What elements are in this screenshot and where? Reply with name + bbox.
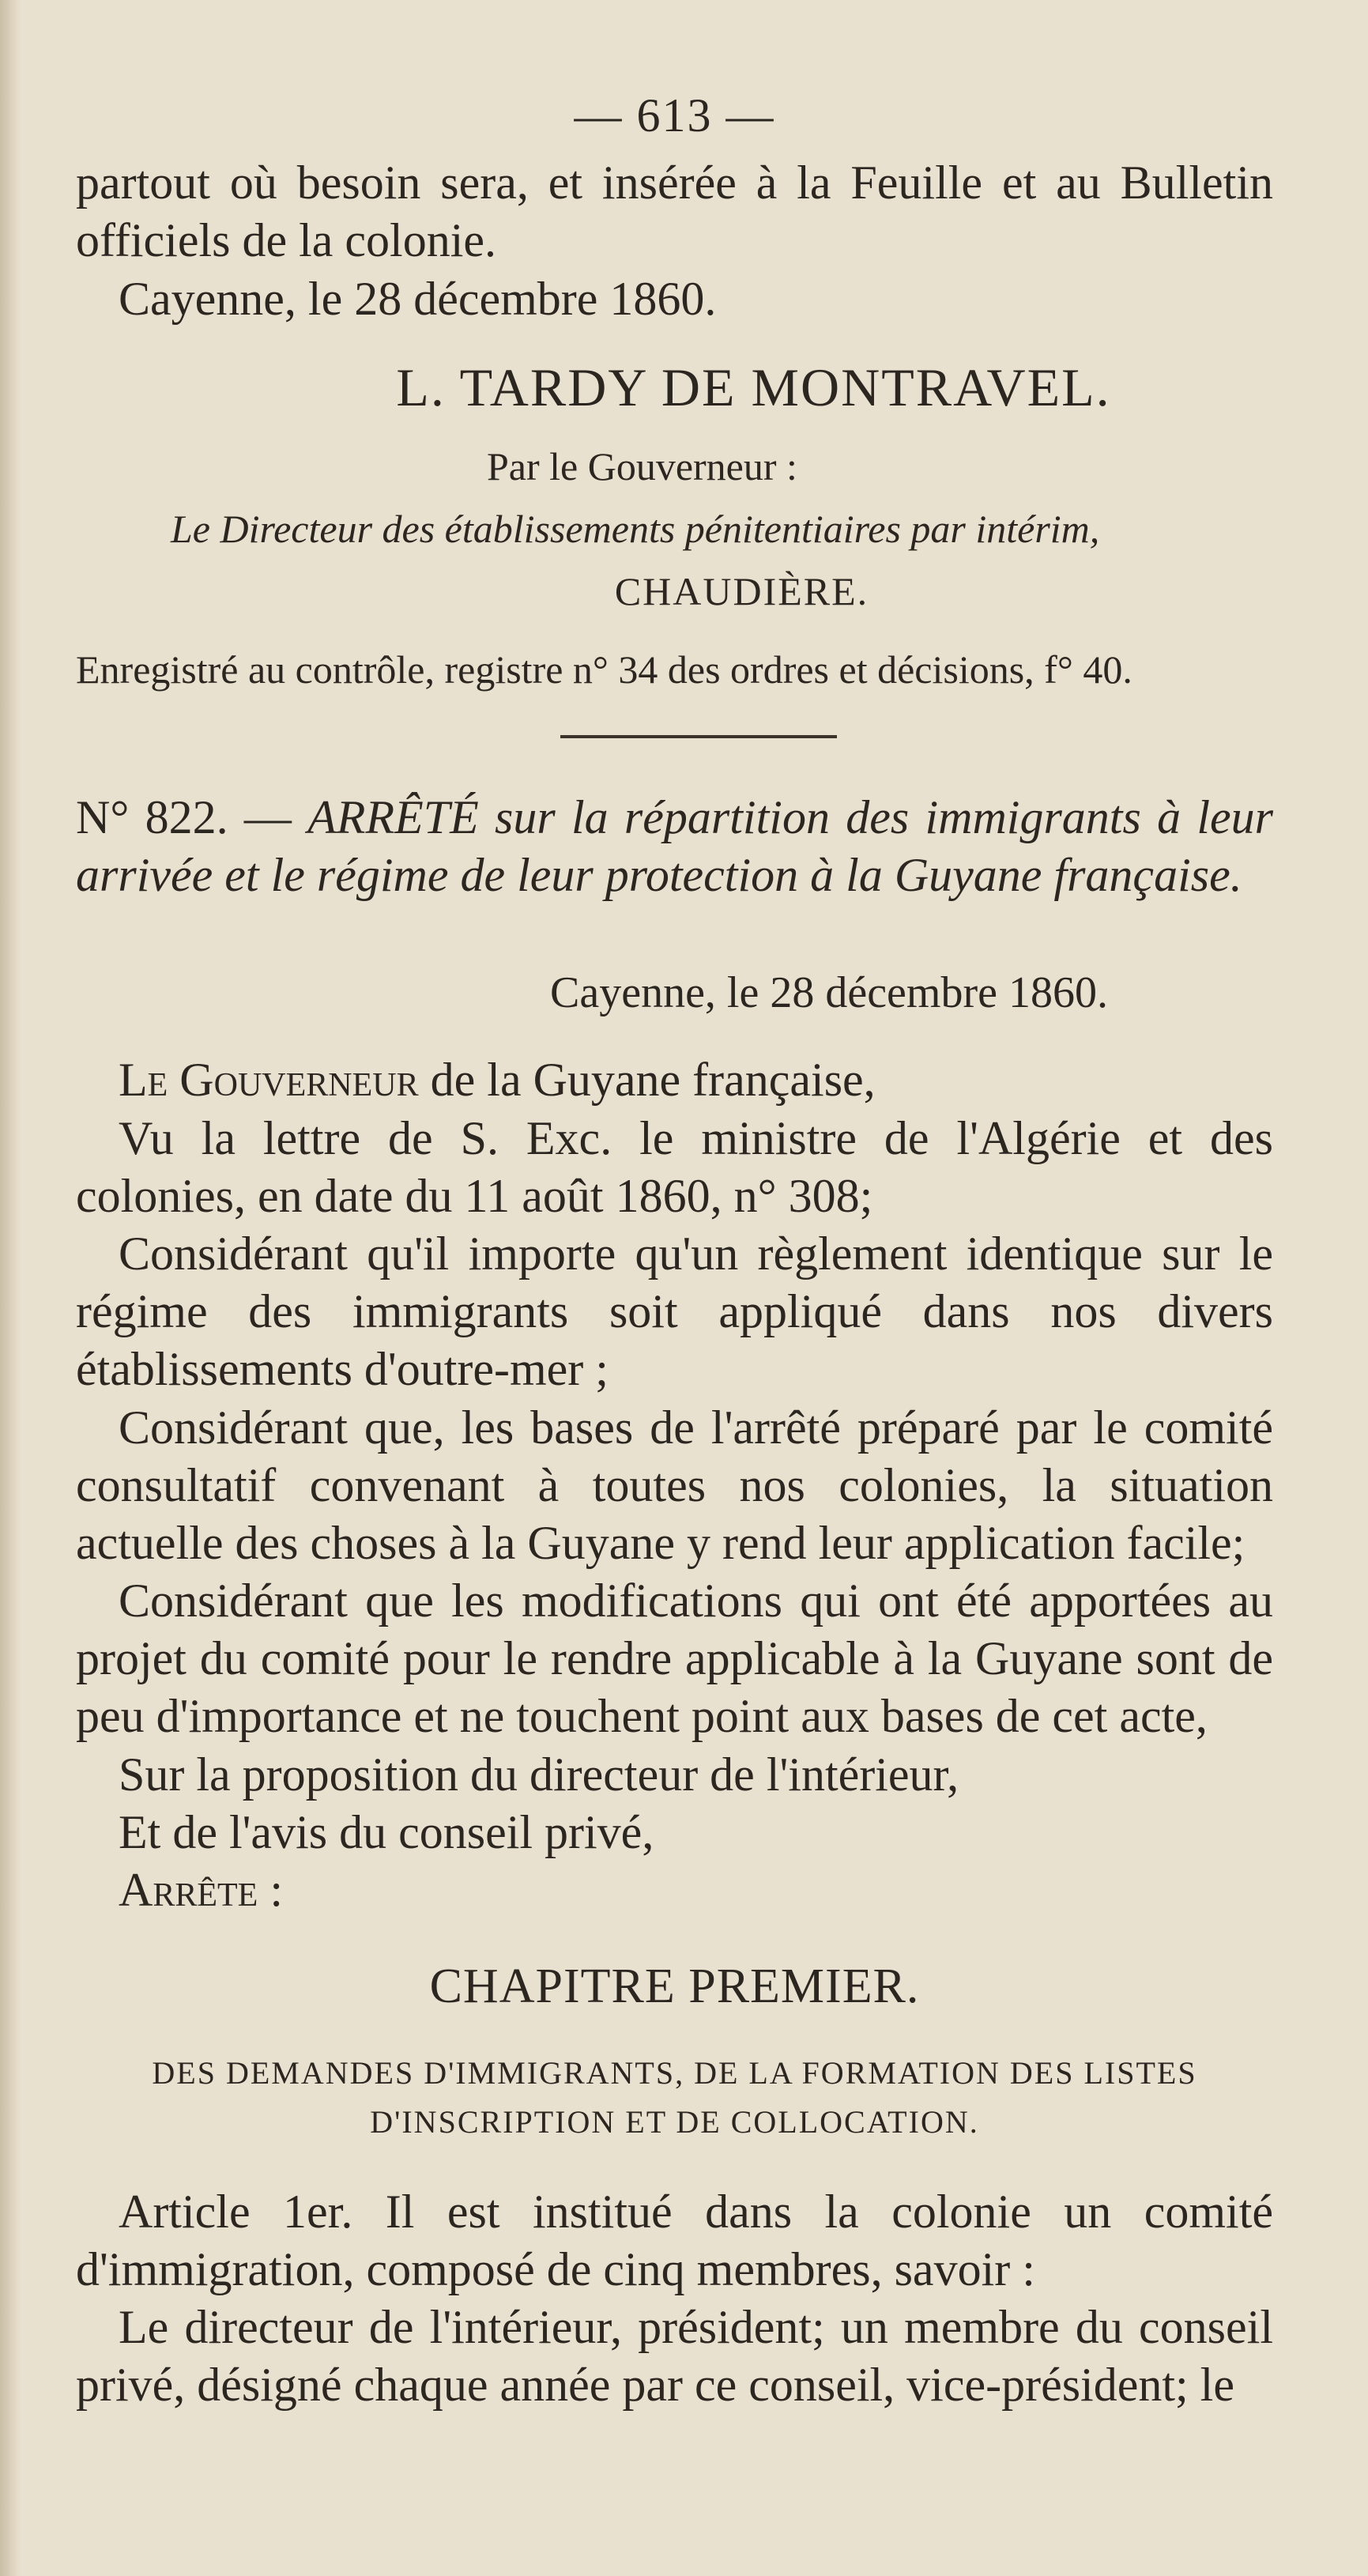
- director-name: CHAUDIÈRE.: [614, 568, 869, 613]
- preamble-paragraph: Considérant qu'il importe qu'un règlement identique sur le régime des immigrants soit appliqué dans nos divers établissements d'outre-mer ;: [76, 1227, 1273, 1396]
- article-label: Article 1er.: [119, 2185, 353, 2238]
- book-spine-shadow: [0, 0, 21, 2576]
- governor-line: [76, 1051, 1273, 1109]
- chapter-title: CHAPITRE PREMIER.: [429, 1959, 920, 2014]
- decree-date: Cayenne, le 28 décembre 1860.: [550, 968, 1108, 1018]
- decree-title: ARRÊTÉ sur la répartition des immigrants à leur arrivée et le régime de leur protection à la Guyane française.: [76, 790, 1274, 901]
- preamble-paragraph: Considérant que, les bases de l'arrêté préparé par le comité consultatif convenant à toutes nos colonies, la situation actuelle des choses à la Guyane y rend leur application facile;: [76, 1401, 1273, 1569]
- preamble-paragraph: Sur la proposition du directeur de l'intérieur,: [119, 1748, 959, 1801]
- governor-smallcaps: Le Gouverneur: [119, 1054, 419, 1107]
- governor-rest: de la Guyane française,: [430, 1054, 876, 1107]
- decree-heading: [76, 789, 1273, 904]
- article-1: [76, 2183, 1273, 2415]
- preamble: [76, 1051, 1273, 1919]
- document-page: [76, 87, 1273, 2415]
- director-title: Le Directeur des établissements pénitentiaires par intérim,: [171, 506, 1100, 551]
- place-date: Cayenne, le 28 décembre 1860.: [119, 272, 717, 325]
- decree-number: N° 822. —: [76, 790, 292, 843]
- signer-name: L. TARDY DE MONTRAVEL.: [396, 356, 1111, 417]
- continuation-text: partout où besoin sera, et insérée à la Feuille et au Bulletin officiels de la colonie.: [76, 157, 1273, 267]
- preamble-paragraph: Considérant que les modifications qui ont été apportées au projet du comité pour le rendre applicable à la Guyane sont de peu d'importance et ne touchent point aux bases de cet acte,: [76, 1575, 1273, 1743]
- chapter-subtitle: DES DEMANDES D'IMMIGRANTS, DE LA FORMATION DES LISTES D'INSCRIPTION ET DE COLLOCATION.: [152, 2054, 1197, 2140]
- preamble-paragraph: Vu la lettre de S. Exc. le ministre de l'Algérie et des colonies, en date du 11 août 1860, n° 308;: [76, 1111, 1273, 1222]
- preamble-paragraph: Et de l'avis du conseil privé,: [119, 1805, 654, 1858]
- article-paragraph: Le directeur de l'intérieur, président; un membre du conseil privé, désigné chaque année par ce conseil, vice-président; le: [76, 2301, 1273, 2412]
- article-paragraph: [76, 2183, 1273, 2299]
- section-divider: [560, 735, 837, 738]
- by-governor: Par le Gouverneur :: [487, 443, 797, 488]
- arrete-label: Arrête :: [119, 1864, 283, 1917]
- article-text: Il est institué dans la colonie un comité d'immigration, composé de cinq membres, savoir :: [76, 2185, 1273, 2296]
- page-number: — 613 —: [574, 89, 775, 141]
- registration-note: Enregistré au contrôle, registre n° 34 des ordres et décisions, f° 40.: [76, 647, 1132, 692]
